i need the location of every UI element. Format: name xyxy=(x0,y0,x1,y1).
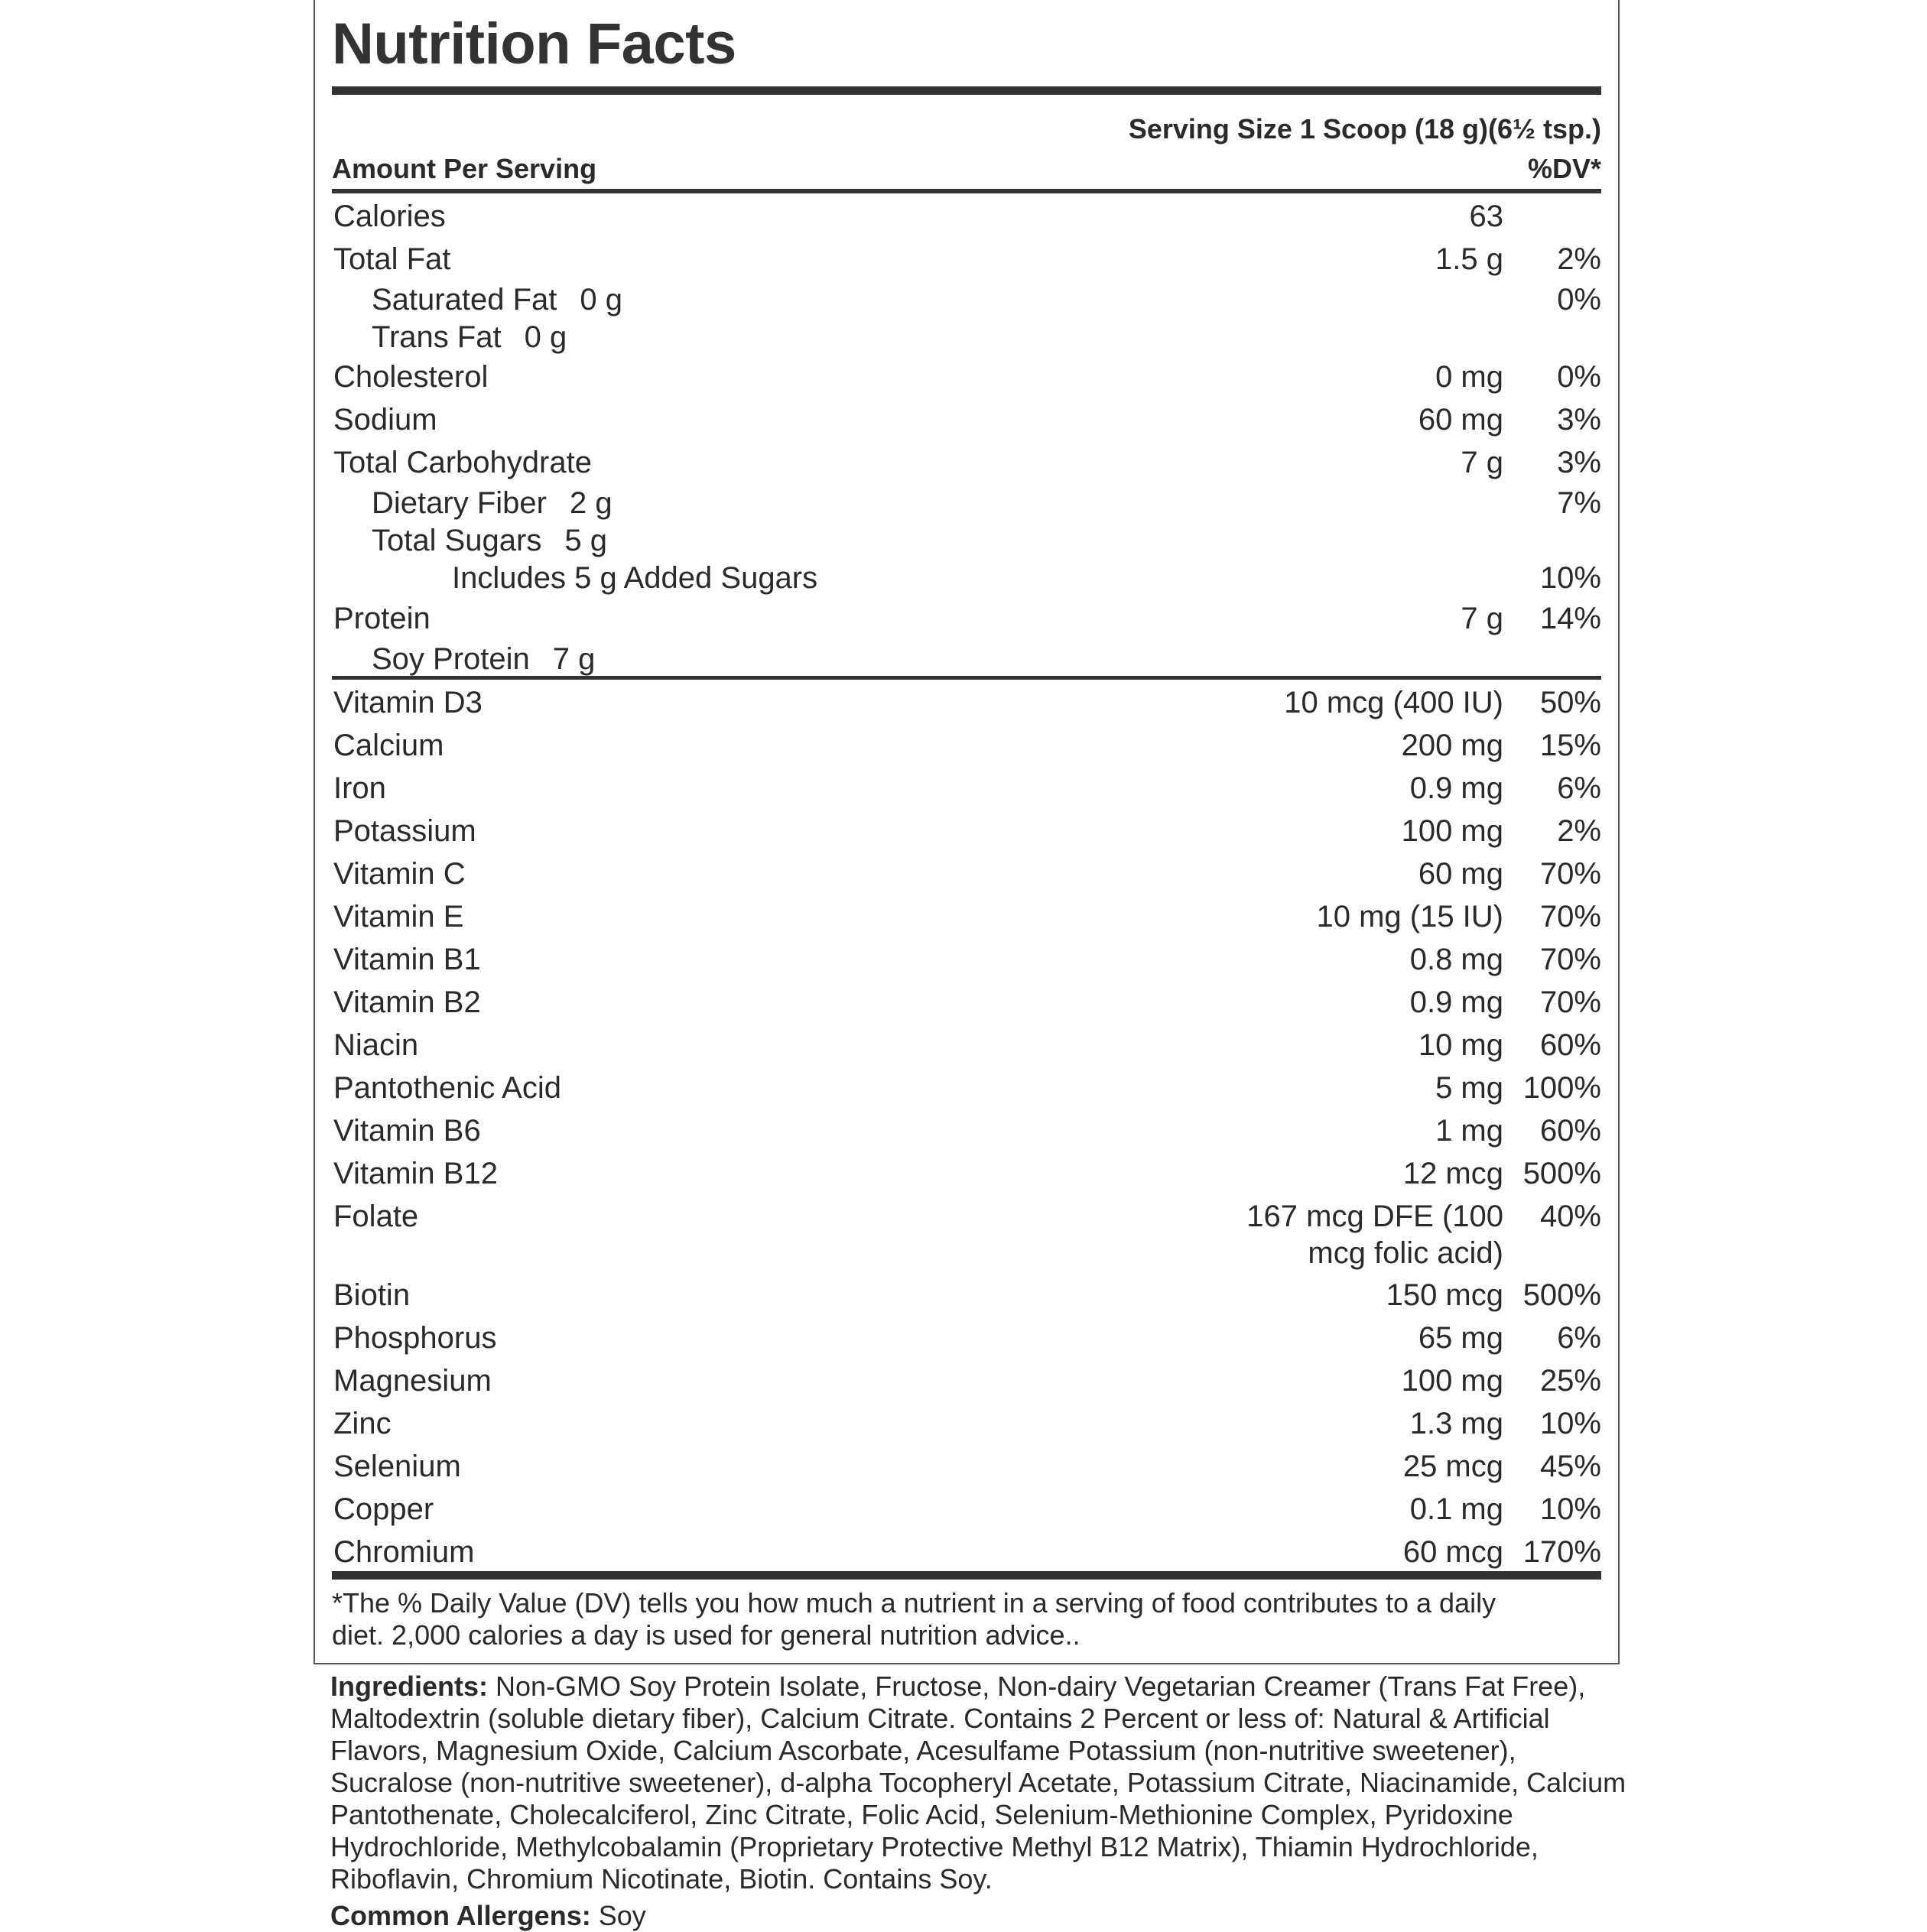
allergens-text: Soy xyxy=(598,1900,646,1931)
nutrient-row-added-sugars xyxy=(333,560,1601,596)
vitamin-amount: 65 mg xyxy=(1418,1321,1503,1355)
footer-divider xyxy=(332,1571,1601,1580)
vitamin-amount: 60 mcg xyxy=(1402,1535,1503,1569)
vitamin-row-pantothenic-acid xyxy=(333,1070,1601,1106)
nutrient-dv: 2% xyxy=(1557,242,1601,276)
vitamin-name: Vitamin B2 xyxy=(333,985,481,1019)
vitamin-row-phosphorus xyxy=(333,1320,1601,1356)
nutrient-dv: 7% xyxy=(1557,486,1601,520)
nutrient-amount: 0 mg xyxy=(1435,360,1503,394)
vitamin-dv: 2% xyxy=(1557,814,1601,848)
vitamin-amount: 25 mcg xyxy=(1402,1450,1503,1483)
vitamins-divider xyxy=(332,676,1601,680)
nutrient-inline-amount: 5 g xyxy=(564,524,607,557)
vitamin-dv: 45% xyxy=(1539,1450,1601,1483)
vitamin-dv: 500% xyxy=(1522,1157,1601,1190)
nutrient-inline-amount: 7 g xyxy=(552,642,596,676)
vitamin-dv: 15% xyxy=(1539,729,1601,762)
vitamin-dv: 60% xyxy=(1539,1114,1601,1148)
vitamin-row-d3 xyxy=(333,684,1601,721)
nutrient-inline-amount: 2 g xyxy=(569,486,613,520)
vitamin-row-selenium xyxy=(333,1448,1601,1485)
nutrient-row-total-carbohydrate xyxy=(333,444,1601,481)
vitamin-dv: 70% xyxy=(1539,857,1601,891)
nutrient-name: Calories xyxy=(333,200,446,233)
ingredients-label: Ingredients: xyxy=(330,1671,489,1702)
vitamin-dv: 100% xyxy=(1522,1071,1601,1105)
nutrient-name-line xyxy=(372,319,567,356)
vitamin-amount: 0.9 mg xyxy=(1409,985,1503,1019)
nutrient-name: Protein xyxy=(333,602,431,635)
nutrient-amount: 63 xyxy=(1469,200,1503,233)
vitamin-amount: 1 mg xyxy=(1435,1114,1503,1148)
nutrient-name: Includes 5 g Added Sugars xyxy=(452,561,818,595)
vitamin-row-copper xyxy=(333,1491,1601,1528)
vitamin-dv: 6% xyxy=(1557,771,1601,805)
vitamin-row-magnesium xyxy=(333,1362,1601,1399)
vitamin-name: Chromium xyxy=(333,1535,475,1569)
serving-size: Serving Size 1 Scoop (18 g)(6½ tsp.) xyxy=(1128,113,1601,144)
vitamin-name: Iron xyxy=(333,771,386,805)
nutrient-row-sodium xyxy=(333,401,1601,438)
vitamin-amount: 10 mcg (400 IU) xyxy=(1284,686,1503,719)
vitamin-amount: 12 mcg xyxy=(1402,1157,1503,1190)
vitamin-dv: 170% xyxy=(1522,1535,1601,1569)
nutrient-name: Saturated Fat xyxy=(372,283,557,317)
nutrient-name: Soy Protein xyxy=(372,642,530,676)
vitamin-dv: 40% xyxy=(1539,1200,1601,1233)
allergens-block xyxy=(330,1900,646,1932)
vitamin-name: Pantothenic Acid xyxy=(333,1071,561,1105)
nutrient-name: Total Sugars xyxy=(372,524,542,557)
vitamin-name: Vitamin B12 xyxy=(333,1157,498,1190)
nutrient-name-line xyxy=(372,281,622,318)
vitamin-amount: 10 mg xyxy=(1418,1028,1503,1062)
nutrient-dv: 3% xyxy=(1557,403,1601,437)
vitamin-dv: 60% xyxy=(1539,1028,1601,1062)
vitamin-name: Calcium xyxy=(333,729,444,762)
nutrient-name-line xyxy=(372,641,595,677)
vitamin-name: Selenium xyxy=(333,1450,461,1483)
vitamin-amount: 0.1 mg xyxy=(1409,1492,1503,1526)
vitamin-name: Folate xyxy=(333,1200,419,1233)
nutrient-name-line xyxy=(372,522,607,559)
vitamin-amount: 167 mcg DFE (100 mcg folic acid) xyxy=(1246,1200,1503,1270)
vitamin-name: Potassium xyxy=(333,814,476,848)
ingredients-block xyxy=(330,1671,1630,1895)
label-title: Nutrition Facts xyxy=(332,11,736,76)
nutrient-name: Total Carbohydrate xyxy=(333,446,592,479)
nutrient-row-saturated-fat xyxy=(333,281,1601,318)
nutrient-amount: 1.5 g xyxy=(1435,242,1503,276)
vitamin-dv: 25% xyxy=(1539,1364,1601,1398)
vitamin-row-niacin xyxy=(333,1027,1601,1063)
vitamin-name: Vitamin B6 xyxy=(333,1114,481,1148)
vitamin-amount: 60 mg xyxy=(1418,857,1503,891)
vitamin-name: Zinc xyxy=(333,1407,392,1440)
vitamin-name: Copper xyxy=(333,1492,434,1526)
vitamin-row-vitamin-b2 xyxy=(333,984,1601,1021)
vitamin-amount: 150 mcg xyxy=(1386,1278,1503,1312)
vitamin-row-biotin xyxy=(333,1277,1601,1313)
nutrient-row-protein xyxy=(333,600,1601,637)
nutrient-name: Total Fat xyxy=(333,242,451,276)
vitamin-name: Niacin xyxy=(333,1028,419,1062)
vitamin-dv: 500% xyxy=(1522,1278,1601,1312)
nutrient-row-total-fat xyxy=(333,241,1601,278)
vitamin-dv: 10% xyxy=(1539,1407,1601,1440)
vitamin-row-calcium xyxy=(333,727,1601,764)
vitamin-row-folate xyxy=(333,1198,1601,1274)
vitamin-row-vitamin-b6 xyxy=(333,1112,1601,1149)
ingredients-text: Non-GMO Soy Protein Isolate, Fructose, Non-dairy Vegetarian Creamer (Trans Fat Free), Maltodextrin (soluble dietary fiber), Calcium Citrate. Contains 2 Percent or less of: Natural & Artificial Flavors, Magnesium Oxide, Calcium Ascorbate, Acesulfame Potassium (non-nutritive sweetener), Sucralose (non-nutritive sweetener), d-alpha Tocopheryl Acetate, Potassium Citrate, Niacinamide, Calcium Pantothenate, Cholecalciferol, Zinc Citrate, Folic Acid, Selenium-Methionine Complex, Pyridoxine Hydrochloride, Methylcobalamin (Proprietary Protective Methyl B12 Matrix), Thiamin Hydrochloride, Riboflavin, Chromium Nicotinate, Biotin. Contains Soy. xyxy=(330,1671,1626,1895)
vitamin-dv: 10% xyxy=(1539,1492,1601,1526)
vitamin-name: Biotin xyxy=(333,1278,411,1312)
vitamin-row-vitamin-c xyxy=(333,856,1601,892)
header-divider xyxy=(332,189,1601,193)
vitamin-name: Vitamin B1 xyxy=(333,943,481,976)
nutrient-row-trans-fat xyxy=(333,319,1601,356)
nutrient-inline-amount: 0 g xyxy=(580,283,622,317)
vitamin-amount: 1.3 mg xyxy=(1409,1407,1503,1440)
nutrient-amount: 7 g xyxy=(1461,602,1503,635)
vitamin-amount: 100 mg xyxy=(1401,814,1503,848)
vitamin-name: Vitamin D3 xyxy=(333,686,483,719)
nutrient-row-dietary-fiber xyxy=(333,485,1601,521)
nutrient-dv: 3% xyxy=(1557,446,1601,479)
vitamin-row-vitamin-e xyxy=(333,898,1601,935)
nutrient-name: Cholesterol xyxy=(333,360,489,394)
nutrient-amount: 60 mg xyxy=(1418,403,1503,437)
vitamin-row-zinc xyxy=(333,1405,1601,1442)
nutrient-dv: 0% xyxy=(1557,283,1601,317)
nutrition-facts-panel xyxy=(314,0,1620,1664)
vitamin-dv: 50% xyxy=(1539,686,1601,719)
vitamin-dv: 70% xyxy=(1539,943,1601,976)
nutrient-dv: 0% xyxy=(1557,360,1601,394)
vitamin-name: Phosphorus xyxy=(333,1321,497,1355)
nutrient-name: Sodium xyxy=(333,403,437,437)
vitamin-row-vitamin-b12 xyxy=(333,1155,1601,1192)
vitamin-amount: 0.8 mg xyxy=(1409,943,1503,976)
vitamin-amount: 0.9 mg xyxy=(1409,771,1503,805)
nutrient-row-calories xyxy=(333,198,1601,235)
vitamin-dv: 70% xyxy=(1539,900,1601,934)
dv-footnote: *The % Daily Value (DV) tells you how much a nutrient in a serving of food contributes to a daily diet. 2,000 calories a day is used for general nutrition advice.. xyxy=(332,1587,1496,1651)
vitamin-amount: 100 mg xyxy=(1401,1364,1503,1398)
amount-per-serving: Amount Per Serving xyxy=(332,153,597,184)
vitamin-amount: 200 mg xyxy=(1401,729,1503,762)
dv-header: %DV* xyxy=(1527,153,1601,184)
nutrient-amount: 7 g xyxy=(1461,446,1503,479)
vitamin-amount: 5 mg xyxy=(1435,1071,1503,1105)
thick-divider xyxy=(332,86,1601,95)
vitamin-name: Vitamin C xyxy=(333,857,466,891)
nutrient-name: Dietary Fiber xyxy=(372,486,547,520)
vitamin-row-iron xyxy=(333,770,1601,807)
vitamin-dv: 6% xyxy=(1557,1321,1601,1355)
vitamin-dv: 70% xyxy=(1539,985,1601,1019)
nutrient-inline-amount: 0 g xyxy=(524,320,567,354)
nutrient-dv: 10% xyxy=(1539,561,1601,595)
nutrient-dv: 14% xyxy=(1539,602,1601,635)
nutrient-row-total-sugars xyxy=(333,522,1601,559)
allergens-label: Common Allergens: xyxy=(330,1900,591,1931)
vitamin-name: Magnesium xyxy=(333,1364,492,1398)
nutrient-name-line xyxy=(372,485,613,521)
nutrient-name: Trans Fat xyxy=(372,320,502,354)
nutrient-row-soy-protein xyxy=(333,641,1601,677)
vitamin-row-chromium xyxy=(333,1534,1601,1570)
nutrient-row-cholesterol xyxy=(333,359,1601,395)
vitamin-amount: 10 mg (15 IU) xyxy=(1316,900,1503,934)
vitamin-row-potassium xyxy=(333,813,1601,849)
vitamin-name: Vitamin E xyxy=(333,900,464,934)
vitamin-row-vitamin-b1 xyxy=(333,941,1601,978)
